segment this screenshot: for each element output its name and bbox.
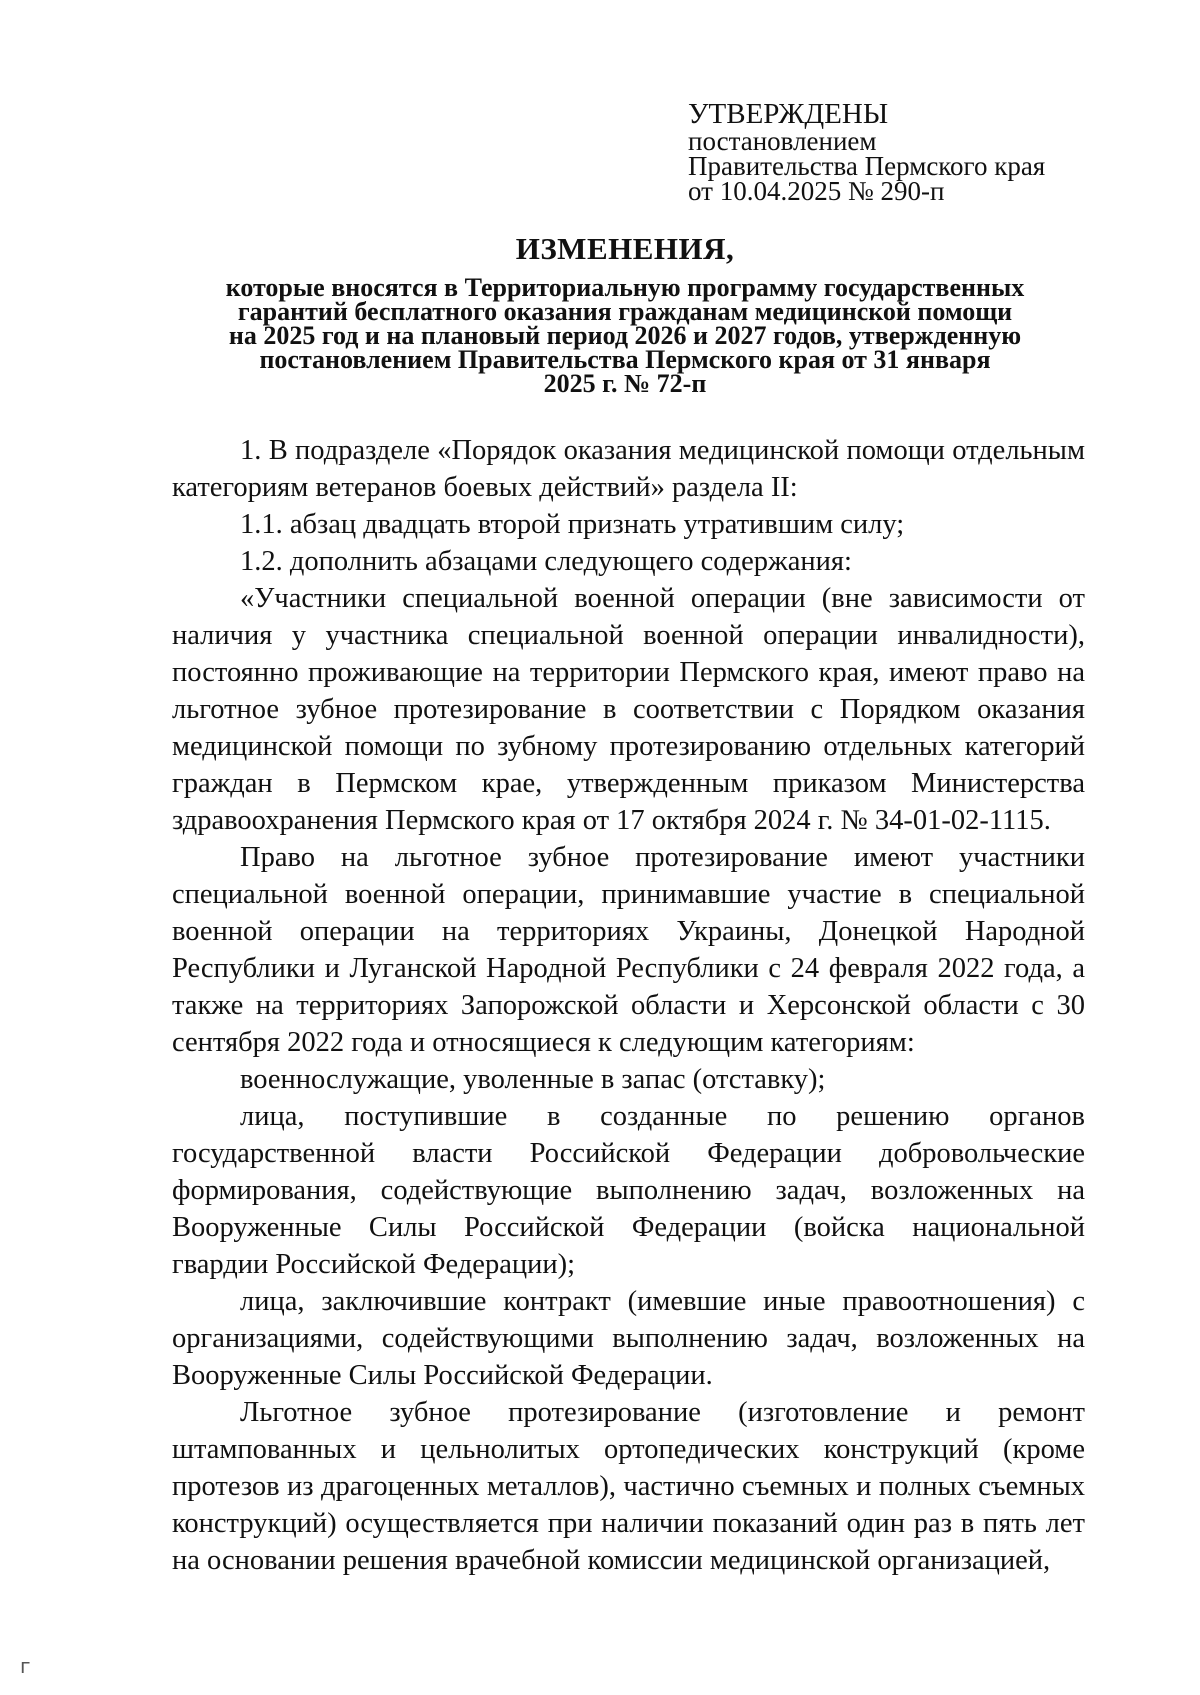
subtitle-line: постановлением Правительства Пермского края от 31 января — [259, 345, 991, 374]
approval-line: от 10.04.2025 № 290-п — [688, 176, 945, 206]
document-body — [172, 432, 1085, 1579]
subtitle-line: 2025 г. № 72-п — [543, 369, 707, 398]
paragraph: Право на льготное зубное протезирование имеют участники специальной военной операции, принимавшие участие в специальной военной операции на территориях Украины, Донецкой Народной Республики и Луганской Народной Республики с 24 февраля 2022 года, а также на территориях Запорожской области и Херсонской области с 30 сентября 2022 года и относящиеся к следующим категориям: — [172, 842, 1085, 1058]
approval-stamp — [688, 100, 1108, 204]
document-subtitle — [170, 273, 1080, 398]
subtitle-line: гарантий бесплатного оказания гражданам медицинской помощи — [237, 297, 1013, 326]
paragraph: лица, заключившие контракт (имевшие иные правоотношения) с организациями, содействующими выполнению задач, возложенных на Вооруженные Силы Российской Федерации. — [172, 1286, 1085, 1391]
paragraph: 1.2. дополнить абзацами следующего содержания: — [240, 546, 852, 577]
paragraph: 1.1. абзац двадцать второй признать утратившим силу; — [240, 509, 905, 540]
scan-edge-mark: г — [20, 1654, 31, 1678]
paragraph: военнослужащие, уволенные в запас (отставку); — [240, 1064, 826, 1095]
paragraph: лица, поступившие в созданные по решению органов государственной власти Российской Федерации добровольческие формирования, содействующие выполнению задач, возложенных на Вооруженные Силы Российской Федерации (войска национальной гвардии Российской Федерации); — [172, 1101, 1085, 1280]
approval-line: Правительства Пермского края — [688, 151, 1046, 181]
approval-line: постановлением — [688, 126, 877, 156]
paragraph: 1. В подразделе «Порядок оказания медицинской помощи отдельным категориям ветеранов боевых действий» раздела II: — [172, 435, 1085, 503]
subtitle-line: на 2025 год и на плановый период 2026 и 2027 годов, утвержденную — [228, 321, 1022, 350]
document-title: ИЗМЕНЕНИЯ, — [515, 231, 735, 266]
subtitle-line: которые вносятся в Территориальную программу государственных — [225, 273, 1025, 302]
paragraph: Льготное зубное протезирование (изготовление и ремонт штампованных и цельнолитых ортопедических конструкций (кроме протезов из драгоценных металлов), частично съемных и полных съемных конструкций) осуществляется при наличии показаний один раз в пять лет на основании решения врачебной комиссии медицинской организацией, — [172, 1397, 1085, 1576]
approval-heading: УТВЕРЖДЕНЫ — [688, 98, 889, 130]
paragraph: «Участники специальной военной операции (вне зависимости от наличия у участника специальной военной операции инвалидности), постоянно проживающие на территории Пермского края, имеют право на льготное зубное протезирование в соответствии с Порядком оказания медицинской помощи по зубному протезированию отдельных категорий граждан в Пермском крае, утвержденным приказом Министерства здравоохранения Пермского края от 17 октября 2024 г. № 34-01-02-1115. — [172, 583, 1085, 836]
